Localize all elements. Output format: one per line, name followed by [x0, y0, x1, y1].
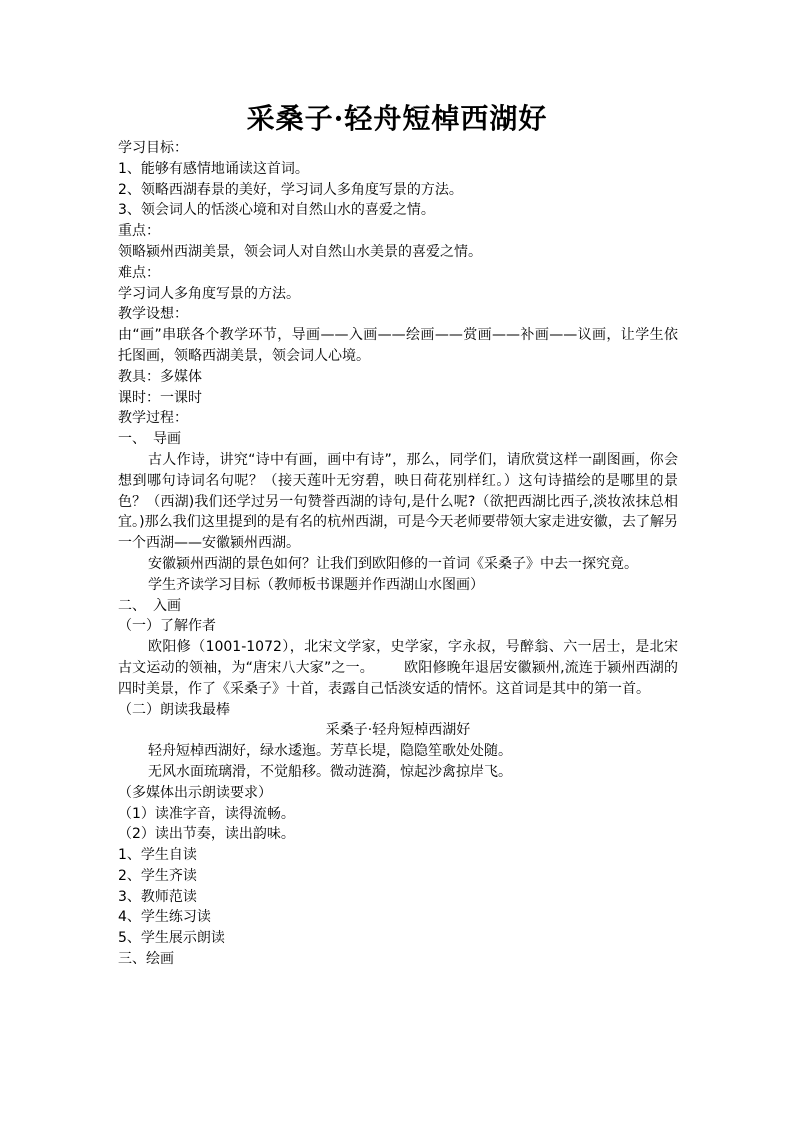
reading-step: 2、学生齐读	[118, 867, 197, 884]
reading-step: 5、学生展示朗读	[118, 930, 225, 947]
poem-line: 轻舟短棹西湖好，绿水逶迤。芳草长堤，隐隐笙歌处处随。	[148, 743, 512, 760]
part3-heading: 三、绘画	[118, 951, 174, 968]
difficulty-text: 学习词人多角度写景的方法。	[118, 285, 300, 302]
page-title: 采桑子·轻舟短棹西湖好	[246, 102, 548, 135]
part1-paragraph: 学生齐读学习目标（教师板书课题并作西湖山水图画）	[148, 576, 484, 593]
reading-step: 1、学生自读	[118, 847, 197, 864]
reading-step: 4、学生练习读	[118, 909, 211, 926]
objectives-heading: 学习目标：	[118, 140, 188, 156]
part2-heading: 二、 入画	[118, 597, 181, 614]
objective-item: 3、领会词人的恬淡心境和对自然山水的喜爱之情。	[118, 202, 435, 219]
part1-heading: 一、 导画	[118, 431, 181, 448]
key-text: 领略颍州西湖美景，领会词人对自然山水美景的喜爱之情。	[118, 243, 482, 260]
part1-paragraph: 安徽颍州西湖的景色如何？让我们到欧阳修的一首词《采桑子》中去一探究竟。	[148, 555, 638, 572]
author-text-b: 欧阳修晚年退居安徽颍州,流连于颍州西湖的四时美景，作了《采桑子》十首，表露自己恬淡安适的情怀。这首词是其中的第一首。	[118, 659, 678, 697]
author-text-a: 欧阳修（1001-1072），北宋文学家，史学家，字永叔，号醉翁、六一居士，是北宋古文运动的领袖，为“唐宋八大家”之一。	[118, 639, 678, 676]
process-heading: 教学过程：	[118, 410, 188, 427]
key-heading: 重点：	[118, 223, 160, 240]
author-paragraph	[118, 637, 678, 699]
document-body	[118, 138, 678, 970]
design-heading: 教学设想：	[118, 306, 188, 323]
class-hours: 课时：一课时	[118, 389, 202, 406]
design-text: 由“画”串联各个教学环节，导画——入画——绘画——赏画——补画——议画，让学生依托图画，领略西湖美景，领会词人心境。	[118, 327, 678, 364]
part2-subheading: （一）了解作者	[118, 618, 216, 635]
poem-title: 采桑子·轻舟短棹西湖好	[325, 722, 471, 739]
difficulty-heading: 难点：	[118, 264, 160, 281]
reading-requirement: （2）读出节奏，读出韵味。	[118, 826, 295, 843]
teaching-tools: 教具：多媒体	[118, 368, 202, 385]
reading-step: 3、教师范读	[118, 888, 197, 905]
objective-item: 2、领略西湖春景的美好，学习词人多角度写景的方法。	[118, 181, 463, 198]
reading-requirement: （1）读准字音，读得流畅。	[118, 805, 295, 822]
part1-paragraph: 古人作诗，讲究“诗中有画，画中有诗”，那么，同学们，请欣赏这样一副图画，你会想到哪句诗词名句呢？（接天莲叶无穷碧，映日荷花别样红。）这句诗描绘的是哪里的景色？（西湖)我们还学过另一句赞誉西湖的诗句,是什么呢?（欲把西湖比西子,淡妆浓抹总相宜。)那么我们这里提到的是有名的杭州西湖，可是今天老师要带领大家走进安徽，去了解另一个西湖——安徽颍州西湖。	[118, 451, 678, 552]
part2-subheading: （二）朗读我最棒	[118, 701, 230, 718]
poem-line: 无风水面琉璃滑，不觉船移。微动涟漪，惊起沙禽掠岸飞。	[148, 763, 512, 780]
objective-item: 1、能够有感情地诵读这首词。	[118, 160, 309, 177]
media-note: （多媒体出示朗读要求）	[118, 784, 272, 801]
